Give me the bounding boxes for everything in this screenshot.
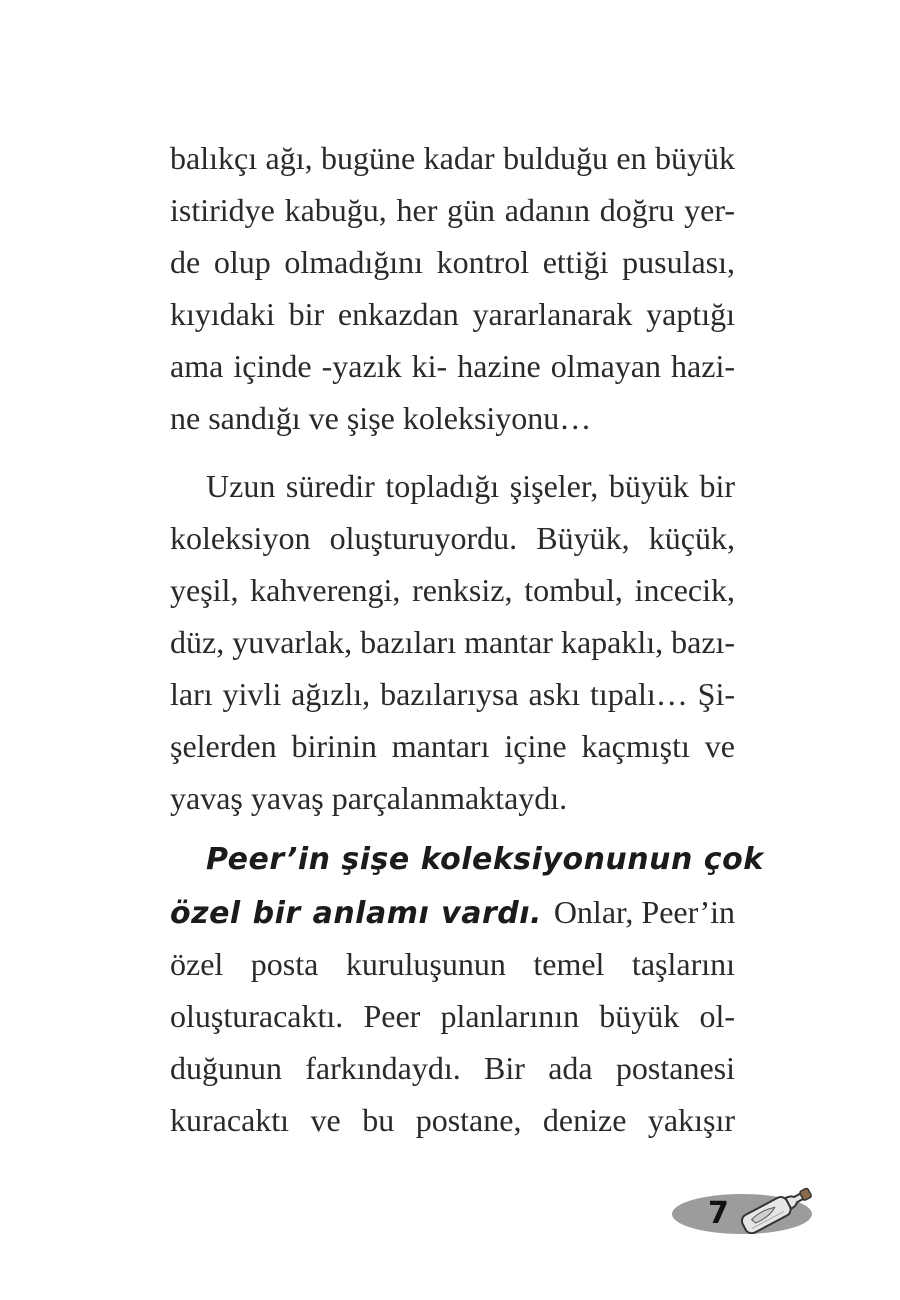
text-line: Uzun süredir topladığı şişeler, büyük bir [206, 468, 735, 504]
text-line: oluşturacaktı. Peer planlarının büyük ol- [170, 998, 735, 1034]
highlight-word: özel [170, 896, 241, 931]
text-line: ne sandığı ve şişe koleksiyonu… [170, 400, 592, 436]
text-line: özel posta kuruluşunun temel taşlarını [170, 946, 735, 982]
mixed-text-line [170, 892, 735, 934]
text-line: ama içinde -yazık ki- hazine olmayan hazi- [170, 348, 735, 384]
text-line: kıyıdaki bir enkazdan yararlanarak yaptığı [170, 296, 735, 332]
text-line: balıkçı ağı, bugüne kadar bulduğu en büyük [170, 140, 735, 176]
text-line: yeşil, kahverengi, renksiz, tombul, incecik, [170, 572, 735, 608]
highlight-text-line: Peer’in şişe koleksiyonunun çok [206, 842, 764, 877]
text-line: şelerden birinin mantarı içine kaçmıştı ve [170, 728, 735, 764]
text-line: yavaş yavaş parçalanmaktaydı. [170, 780, 568, 816]
text-line: ları yivli ağızlı, bazılarıysa askı tıpalı… Şi- [170, 676, 735, 712]
page-number: 7 [708, 1196, 729, 1231]
text-line: koleksiyon oluşturuyordu. Büyük, küçük, [170, 520, 735, 556]
highlight-word: bir [252, 896, 301, 931]
highlight-word: vardı. [441, 896, 542, 931]
text-line: duğunun farkındaydı. Bir ada postanesi [170, 1050, 735, 1086]
text-line: istiridye kabuğu, her gün adanın doğru yer- [170, 192, 735, 228]
page-footer [672, 1182, 820, 1242]
text-line: düz, yuvarlak, bazıları mantar kapaklı, bazı- [170, 624, 736, 660]
highlight-word: anlamı [312, 896, 430, 931]
text-line: kuracaktı ve bu postane, denize yakışır [170, 1102, 735, 1138]
text-fragment: Onlar, Peer’in [553, 894, 735, 930]
text-line: de olup olmadığını kontrol ettiği pusulası, [170, 244, 735, 280]
bottle-icon [732, 1182, 820, 1234]
